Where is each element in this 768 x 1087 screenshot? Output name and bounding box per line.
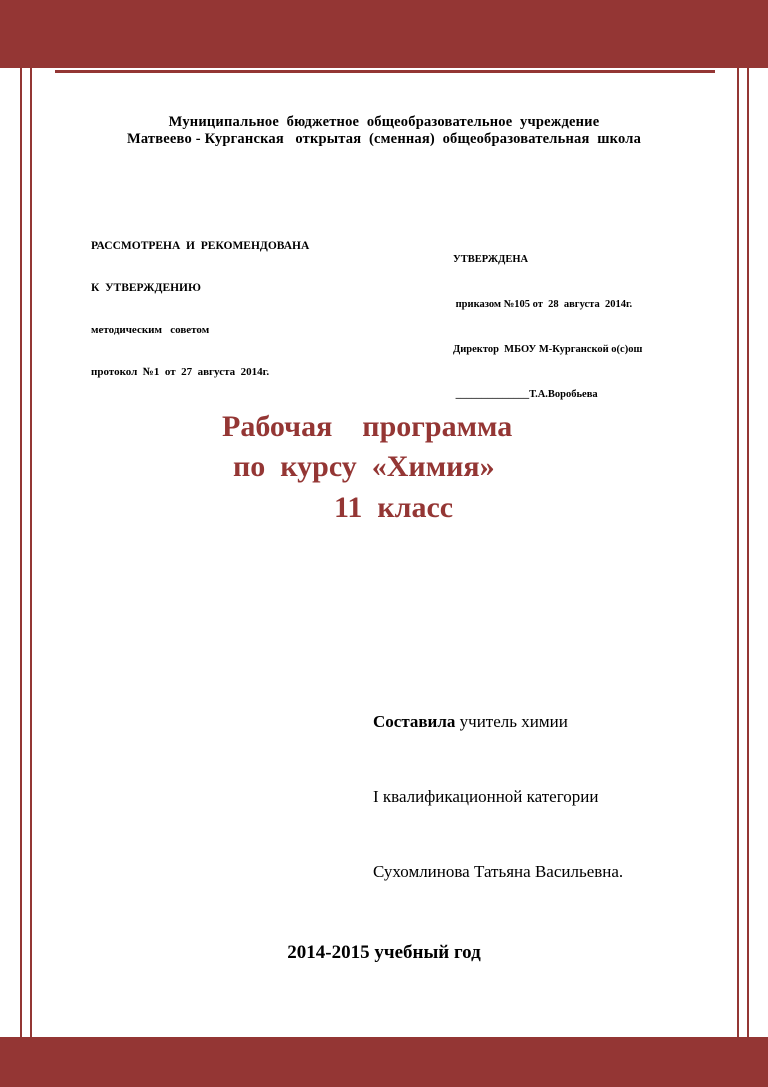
- institution-line-2: Матвеево - Курганская открытая (сменная) общеобразовательная школа: [126, 131, 642, 147]
- author-label: Составила: [373, 712, 456, 731]
- reviewed-line-1: РАССМОТРЕНА И РЕКОМЕНДОВАНА: [91, 240, 310, 252]
- school-year: 2014-2015 учебный год: [287, 942, 481, 963]
- author-name: Сухомлинова Татьяна Васильевна.: [373, 862, 624, 881]
- top-border-band: [0, 0, 768, 68]
- right-border-line-outer: [747, 0, 749, 1087]
- reviewed-line-3: методическим советом: [91, 324, 210, 336]
- reviewed-line-4: протокол №1 от 27 августа 2014г.: [91, 366, 270, 378]
- approved-line-1: УТВЕРЖДЕНА: [453, 254, 529, 265]
- top-border-rule: [55, 70, 715, 73]
- author-role: учитель химии: [455, 712, 568, 731]
- approved-line-2: приказом №105 от 28 августа 2014г.: [453, 299, 633, 310]
- title-line-2: по курсу «Химия»: [233, 450, 495, 483]
- approved-block: [453, 222, 642, 417]
- author-line-1: [373, 709, 623, 734]
- author-block: [373, 659, 623, 909]
- author-category: I квалификационной категории: [373, 787, 599, 806]
- approved-line-4: ______________Т.А.Воробьева: [453, 389, 598, 400]
- approved-line-3: Директор МБОУ М-Курганской о(с)ош: [453, 344, 643, 355]
- left-border-line-outer: [20, 0, 22, 1087]
- reviewed-line-2: К УТВЕРЖДЕНИЮ: [91, 282, 201, 294]
- title-line-3: 11 класс: [334, 491, 454, 524]
- title-line-1: Рабочая программа: [222, 410, 513, 443]
- right-border-line-inner: [737, 0, 739, 1087]
- institution-line-1: Муниципальное бюджетное общеобразовательное учреждение: [168, 114, 600, 130]
- reviewed-block: [91, 211, 309, 393]
- bottom-border-band: [0, 1037, 768, 1087]
- left-border-line-inner: [30, 0, 32, 1087]
- institution-heading: [0, 114, 768, 148]
